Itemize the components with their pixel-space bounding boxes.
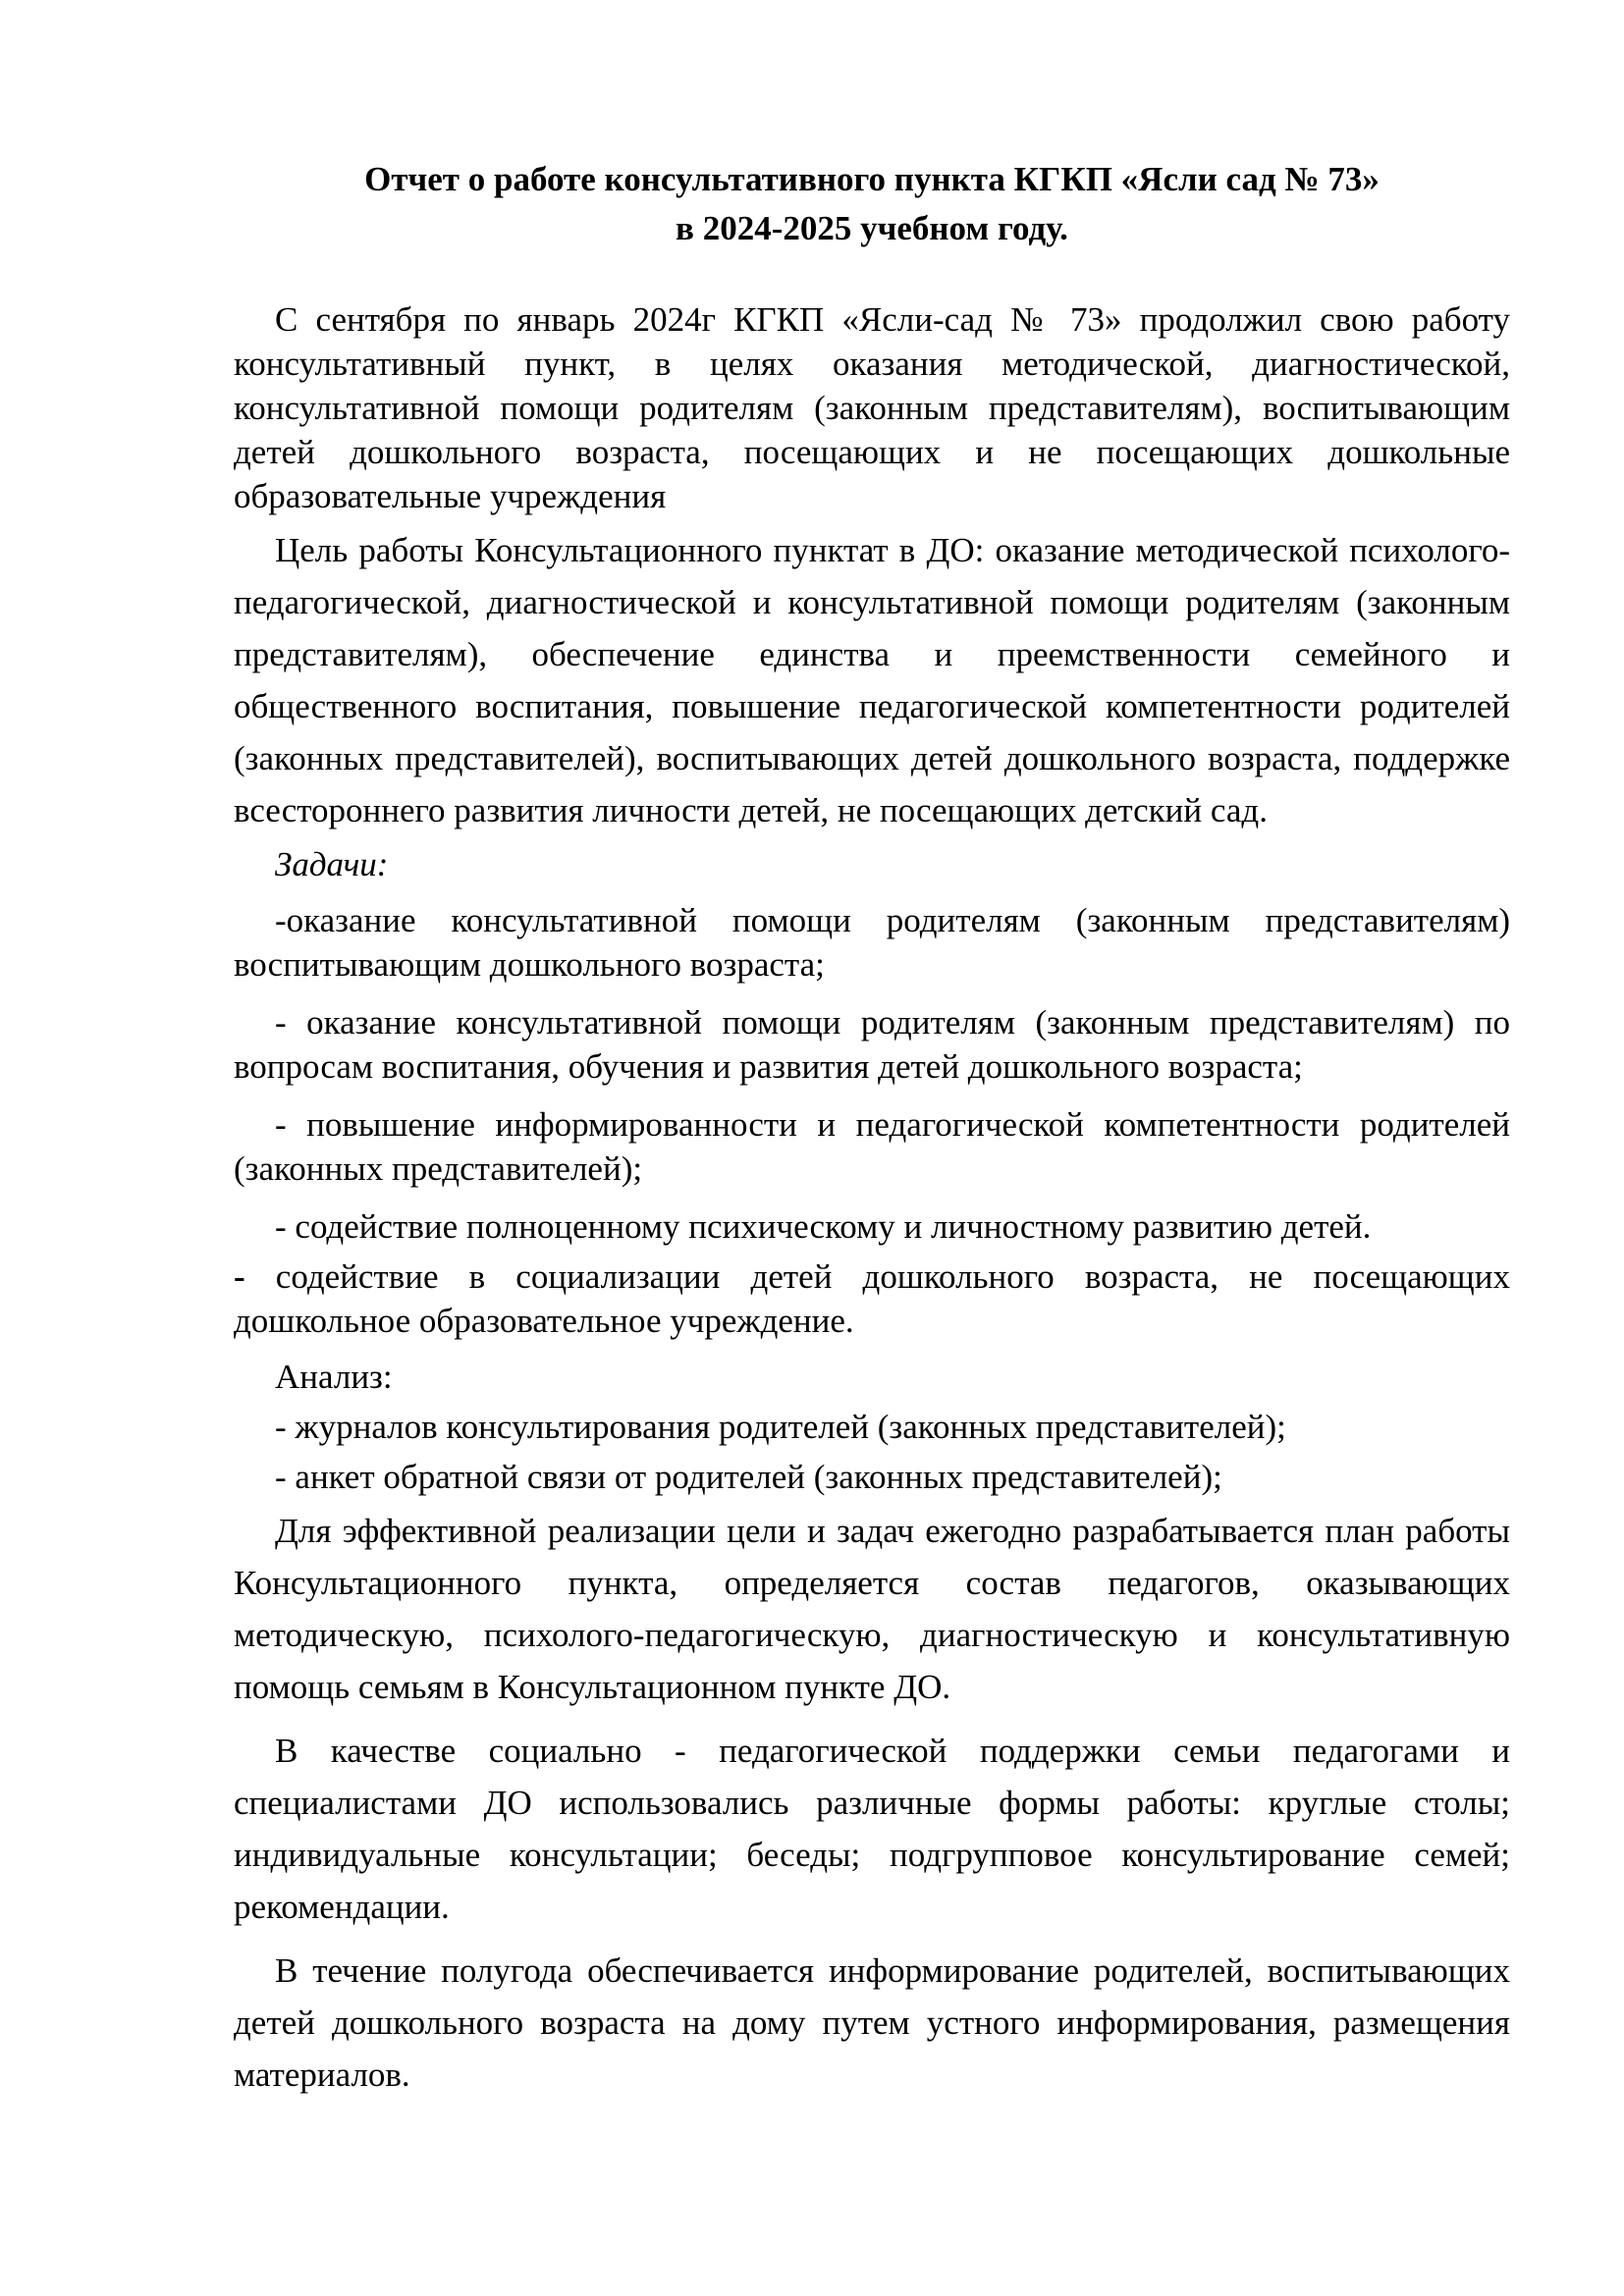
task-item-5-text: содействие в социализации детей дошкольного возраста, не посещающих дошкольное образовательное учреждение. bbox=[234, 1257, 1510, 1340]
task-item-4: - содействие полноценному психическому и личностному развитию детей. bbox=[275, 1207, 1372, 1246]
task-item-3: - повышение информированности и педагогической компетентности родителей (законных представителей); bbox=[234, 1105, 1510, 1188]
analysis-item-1: - журналов консультирования родителей (законных представителей); bbox=[275, 1408, 1286, 1446]
document-title bbox=[234, 155, 1510, 253]
informing-paragraph: В течение полугода обеспечивается информирование родителей, воспитывающих детей дошкольного возраста на дому путем устного информирования, размещения материалов. bbox=[234, 1951, 1510, 2094]
analysis-item-2: - анкет обратной связи от родителей (законных представителей); bbox=[275, 1458, 1222, 1496]
forms-paragraph: В качестве социально - педагогической поддержки семьи педагогами и специалистами ДО использовались различные формы работы: круглые столы; индивидуальные консультации; беседы; подгрупповое консультирование семей; рекомендации. bbox=[234, 1732, 1510, 1926]
task-item-5 bbox=[234, 1255, 1510, 1343]
analysis-heading: Анализ: bbox=[275, 1358, 393, 1396]
task-item-2: - оказание консультативной помощи родителям (законным представителям) по вопросам воспитания, обучения и развития детей дошкольного возраста; bbox=[234, 1003, 1510, 1086]
intro-paragraph: С сентября по январь 2024г КГКП «Ясли-сад № 73» продолжил свою работу консультативный пункт, в целях оказания методической, диагностической, консультативной помощи родителям (законным представителям), воспитывающим детей дошкольного возраста, посещающих и не посещающих дошкольные образовательные учреждения bbox=[234, 300, 1510, 515]
task-item-5-dash: - bbox=[234, 1257, 245, 1296]
tasks-heading: Задачи: bbox=[275, 845, 389, 883]
title-line-1: Отчет о работе консультативного пункта КГКП «Ясли сад № 73» bbox=[364, 160, 1380, 198]
task-item-1: -оказание консультативной помощи родителям (законным представителям) воспитывающим дошкольного возраста; bbox=[234, 901, 1510, 984]
goal-paragraph: Цель работы Консультационного пунктат в ДО: оказание методической психолого-педагогической, диагностической и консультативной помощи родителям (законным представителям), обеспечение единства и преемственности семейного и общественного воспитания, повышение педагогической компетентности родителей (законных представителей), воспитывающих детей дошкольного возраста, поддержке всестороннего развития личности детей, не посещающих детский сад. bbox=[234, 531, 1510, 829]
title-line-2: в 2024-2025 учебном году. bbox=[676, 209, 1068, 247]
document-body bbox=[234, 297, 1510, 2101]
plan-paragraph: Для эффективной реализации цели и задач ежегодно разрабатывается план работы Консультационного пункта, определяется состав педагогов, оказывающих методическую, психолого-педагогическую, диагностическую и консультативную помощь семьям в Консультационном пункте ДО. bbox=[234, 1512, 1510, 1706]
